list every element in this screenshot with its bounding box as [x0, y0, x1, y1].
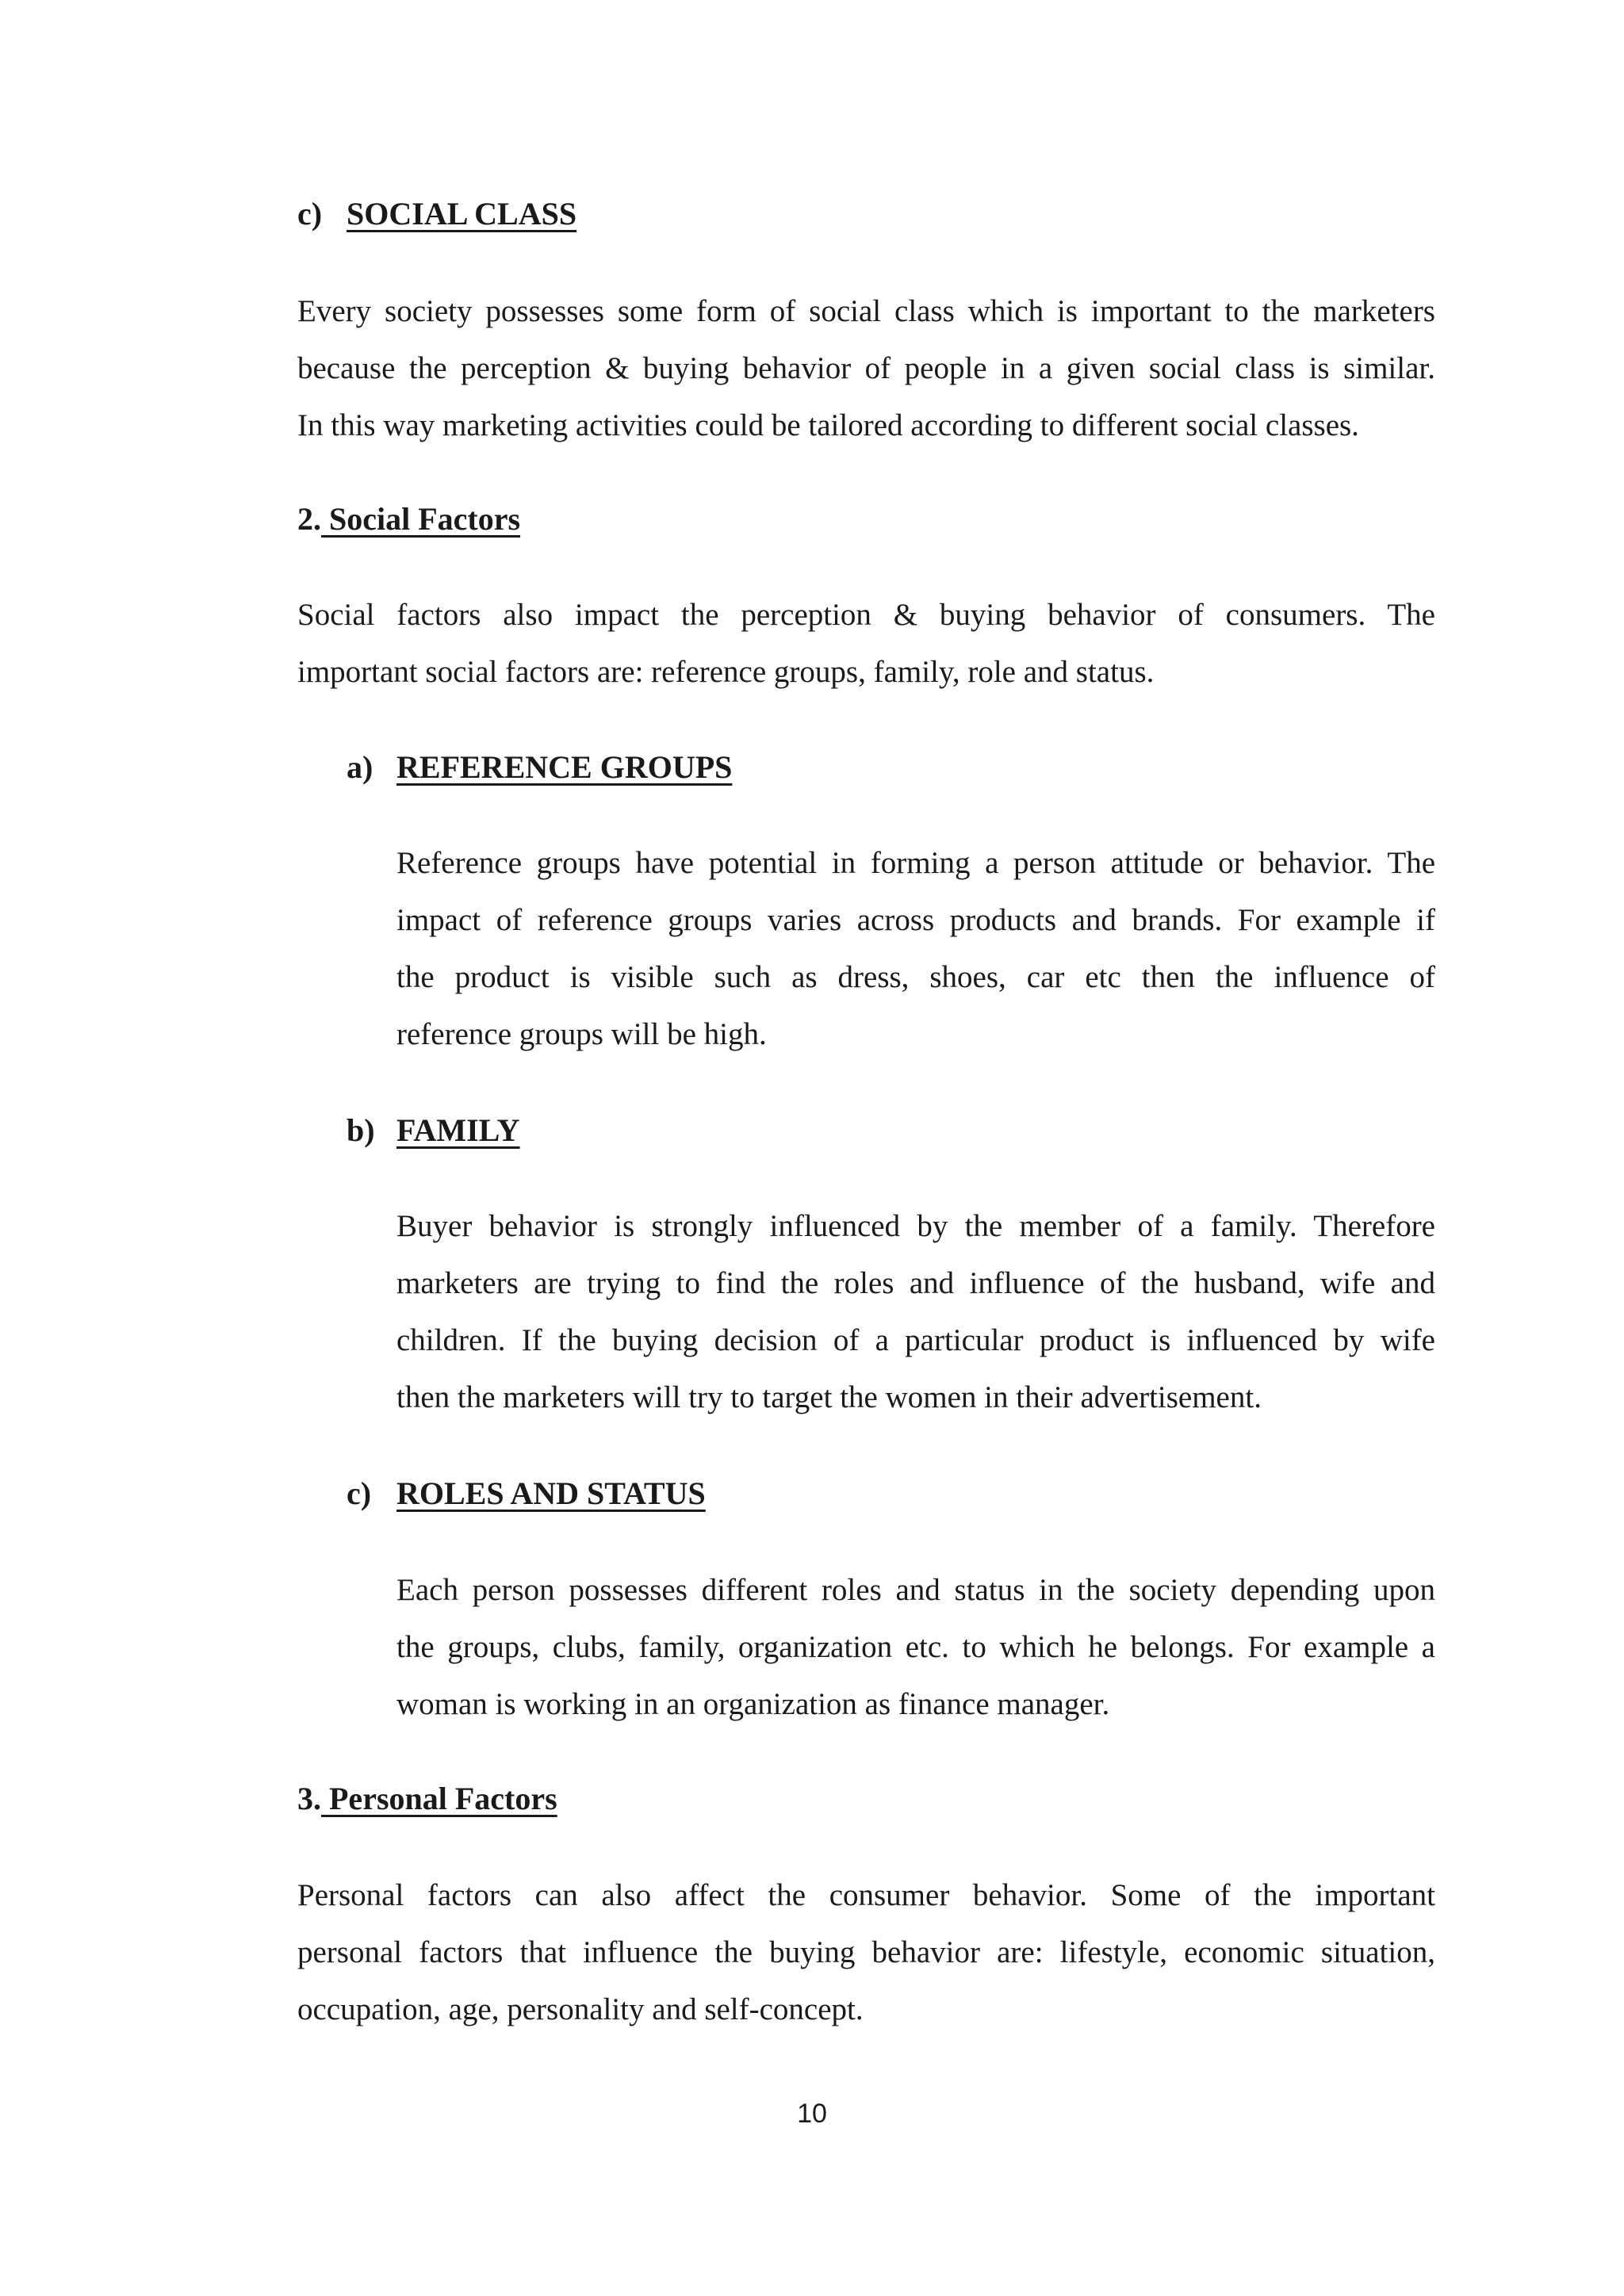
heading-marker: c)	[297, 196, 323, 232]
heading-family	[347, 1112, 520, 1150]
paragraph-personal-factors	[297, 1867, 1435, 2038]
heading-social-class	[297, 195, 576, 233]
text-line: Social factors also impact the perception & buying behavior of consumers. The	[297, 598, 1435, 632]
text-line: personal factors that influence the buying behavior are: lifestyle, economic situation,	[297, 1935, 1435, 1969]
heading-roles-and-status	[347, 1475, 706, 1513]
text-line: impact of reference groups varies across products and brands. For example if	[396, 903, 1435, 937]
paragraph-reference-groups	[396, 835, 1435, 1063]
heading-social-factors	[297, 500, 520, 538]
text-line: because the perception & buying behavior of people in a given social class is similar.	[297, 351, 1435, 385]
text-line: the product is visible such as dress, shoes, car etc then the influence of	[396, 960, 1435, 994]
heading-title: Personal Factors	[321, 1781, 557, 1816]
heading-marker: b)	[347, 1112, 375, 1148]
heading-marker: 2.	[297, 501, 321, 537]
paragraph-family	[396, 1198, 1435, 1426]
heading-title: FAMILY	[396, 1112, 520, 1148]
text-line: reference groups will be high.	[396, 1017, 767, 1051]
text-line: In this way marketing activities could be tailored according to different social classes.	[297, 408, 1359, 442]
text-line: occupation, age, personality and self-concept.	[297, 1992, 864, 2026]
text-line: then the marketers will try to target the women in their advertisement.	[396, 1380, 1262, 1414]
text-line: Every society possesses some form of social class which is important to the marketers	[297, 294, 1435, 328]
text-line: children. If the buying decision of a particular product is influenced by wife	[396, 1323, 1435, 1357]
text-line: Each person possesses different roles and status in the society depending upon	[396, 1573, 1435, 1607]
paragraph-roles-and-status	[396, 1562, 1435, 1733]
paragraph-social-factors	[297, 587, 1435, 701]
text-line: Personal factors can also affect the consumer behavior. Some of the important	[297, 1878, 1435, 1912]
text-line: Reference groups have potential in forming a person attitude or behavior. The	[396, 846, 1435, 880]
text-line: important social factors are: reference groups, family, role and status.	[297, 655, 1155, 689]
heading-title: ROLES AND STATUS	[396, 1475, 706, 1511]
heading-title: REFERENCE GROUPS	[396, 749, 733, 785]
text-line: the groups, clubs, family, organization etc. to which he belongs. For example a	[396, 1630, 1435, 1664]
heading-marker: c)	[347, 1475, 372, 1511]
heading-title: Social Factors	[321, 501, 521, 537]
text-line: Buyer behavior is strongly influenced by the member of a family. Therefore	[396, 1209, 1435, 1243]
heading-personal-factors	[297, 1780, 557, 1818]
text-line: woman is working in an organization as finance manager.	[396, 1687, 1110, 1721]
heading-marker: 3.	[297, 1781, 321, 1816]
text-line: marketers are trying to find the roles and influence of the husband, wife and	[396, 1266, 1435, 1300]
heading-reference-groups	[347, 748, 732, 786]
heading-title: SOCIAL CLASS	[347, 196, 577, 232]
page-number: 10	[797, 2099, 827, 2129]
paragraph-social-class	[297, 283, 1435, 454]
heading-marker: a)	[347, 749, 373, 785]
